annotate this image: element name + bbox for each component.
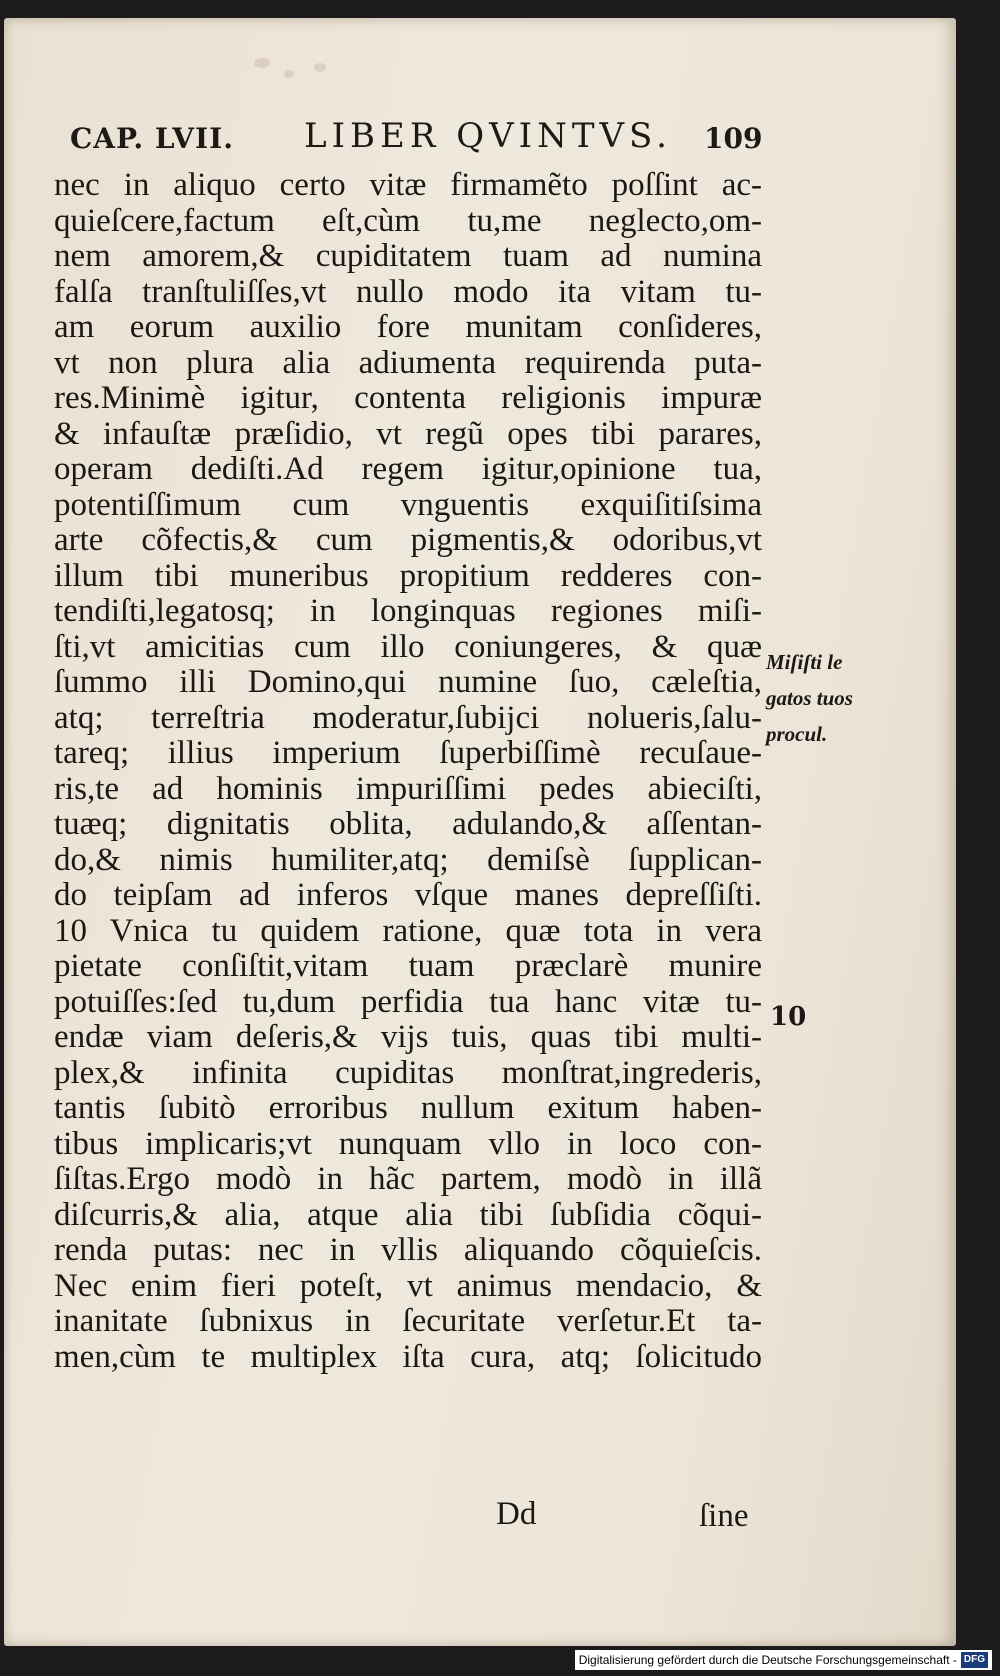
text-line: potentiſſimum cum vnguentis exquiſitiſsima <box>54 486 762 523</box>
text-line: tantis ſubitò erroribus nullum exitum haben- <box>54 1090 762 1126</box>
text-line: ſti,vt amicitias cum illo coniungeres, & quæ <box>54 628 762 665</box>
marginal-note-line: Miſiſti le <box>766 650 843 674</box>
dfg-logo-icon: DFG <box>961 1652 988 1668</box>
book-page <box>4 18 956 1646</box>
text-line: diſcurris,& alia, atque alia tibi ſubſidia cõqui- <box>54 1196 762 1233</box>
text-line: do teipſam ad inferos vſque manes depreſſiſti. <box>54 877 762 913</box>
text-line: am eorum auxilio fore munitam conſideres, <box>54 309 762 345</box>
text-line: arte cõfectis,& cum pigmentis,& odoribus,vt <box>54 522 762 558</box>
text-line: tendiſti,legatosq; in longinquas regiones miſi- <box>54 593 762 629</box>
digitization-credit <box>575 1650 992 1670</box>
running-header <box>4 104 956 164</box>
text-line: tareq; illius imperium ſuperbiſſimè recuſaue- <box>54 735 762 771</box>
text-line: 10 Vnica tu quidem ratione, quæ tota in vera <box>54 912 762 949</box>
page-number: 109 <box>704 122 763 155</box>
chapter-heading: CAP. LVII. <box>70 122 234 155</box>
text-line: ſiſtas.Ergo modò in hãc partem, modò in illã <box>54 1161 762 1197</box>
signature-mark: Dd <box>496 1496 537 1532</box>
paper-stain <box>254 58 270 68</box>
text-line: endæ viam deſeris,& vijs tuis, quas tibi multi- <box>54 1019 762 1055</box>
text-line: tuæq; dignitatis oblita, adulando,& aſſentan- <box>54 806 762 842</box>
marginal-note-line: gatos tuos <box>766 686 853 710</box>
book-title-heading: LIBER QVINTVS. <box>304 116 672 156</box>
text-line: nec in aliquo certo vitæ firmamẽto poſſint ac- <box>54 167 762 203</box>
text-line: vt non plura alia adiumenta requirenda puta- <box>54 344 762 381</box>
text-line: atq; terreſtria moderatur,ſubijci nolueris,ſalu- <box>54 699 762 736</box>
body-text <box>54 168 762 1375</box>
text-line: potuiſſes:ſed tu,dum perfidia tua hanc vitæ tu- <box>54 983 762 1020</box>
text-line: renda putas: nec in vllis aliquando cõquieſcis. <box>54 1232 762 1268</box>
text-line: falſa tranſtuliſſes,vt nullo modo ita vitam tu- <box>54 273 762 310</box>
paper-stain <box>314 63 326 72</box>
text-line: ſummo illi Domino,qui numine ſuo, cæleſtia, <box>54 664 762 700</box>
marginal-note-line: procul. <box>766 722 828 746</box>
text-line: quieſcere,factum eſt,cùm tu,me neglecto,om- <box>54 202 762 239</box>
credit-text: Digitalisierung gefördert durch die Deutsche Forschungsgemeinschaft - <box>578 1653 957 1667</box>
text-line: Nec enim fieri poteſt, vt animus mendacio, & <box>54 1267 762 1304</box>
text-line: do,& nimis humiliter,atq; demiſsè ſupplican- <box>54 841 762 878</box>
paper-stain <box>284 70 294 78</box>
catchword: ſine <box>699 1498 749 1534</box>
text-line: ris,te ad hominis impuriſſimi pedes abieciſti, <box>54 770 762 807</box>
text-line: res.Minimè igitur, contenta religionis impuræ <box>54 380 762 416</box>
text-line: & infauſtæ præſidio, vt regũ opes tibi parares, <box>54 415 762 452</box>
text-line: illum tibi muneribus propitium redderes con- <box>54 557 762 594</box>
text-line: plex,& infinita cupiditas monſtrat,ingrederis, <box>54 1054 762 1091</box>
text-line: tibus implicaris;vt nunquam vllo in loco con- <box>54 1125 762 1162</box>
text-line: nem amorem,& cupiditatem tuam ad numina <box>54 238 762 274</box>
text-line: operam dediſti.Ad regem igitur,opinione tua, <box>54 451 762 487</box>
text-line: men,cùm te multiplex iſta cura, atq; ſolicitudo <box>54 1338 762 1375</box>
margin-line-number: 10 <box>770 1002 807 1032</box>
marginal-note <box>766 644 886 752</box>
text-line: pietate conſiſtit,vitam tuam præclarè munire <box>54 948 762 984</box>
text-line: inanitate ſubnixus in ſecuritate verſetur.Et ta- <box>54 1303 762 1339</box>
